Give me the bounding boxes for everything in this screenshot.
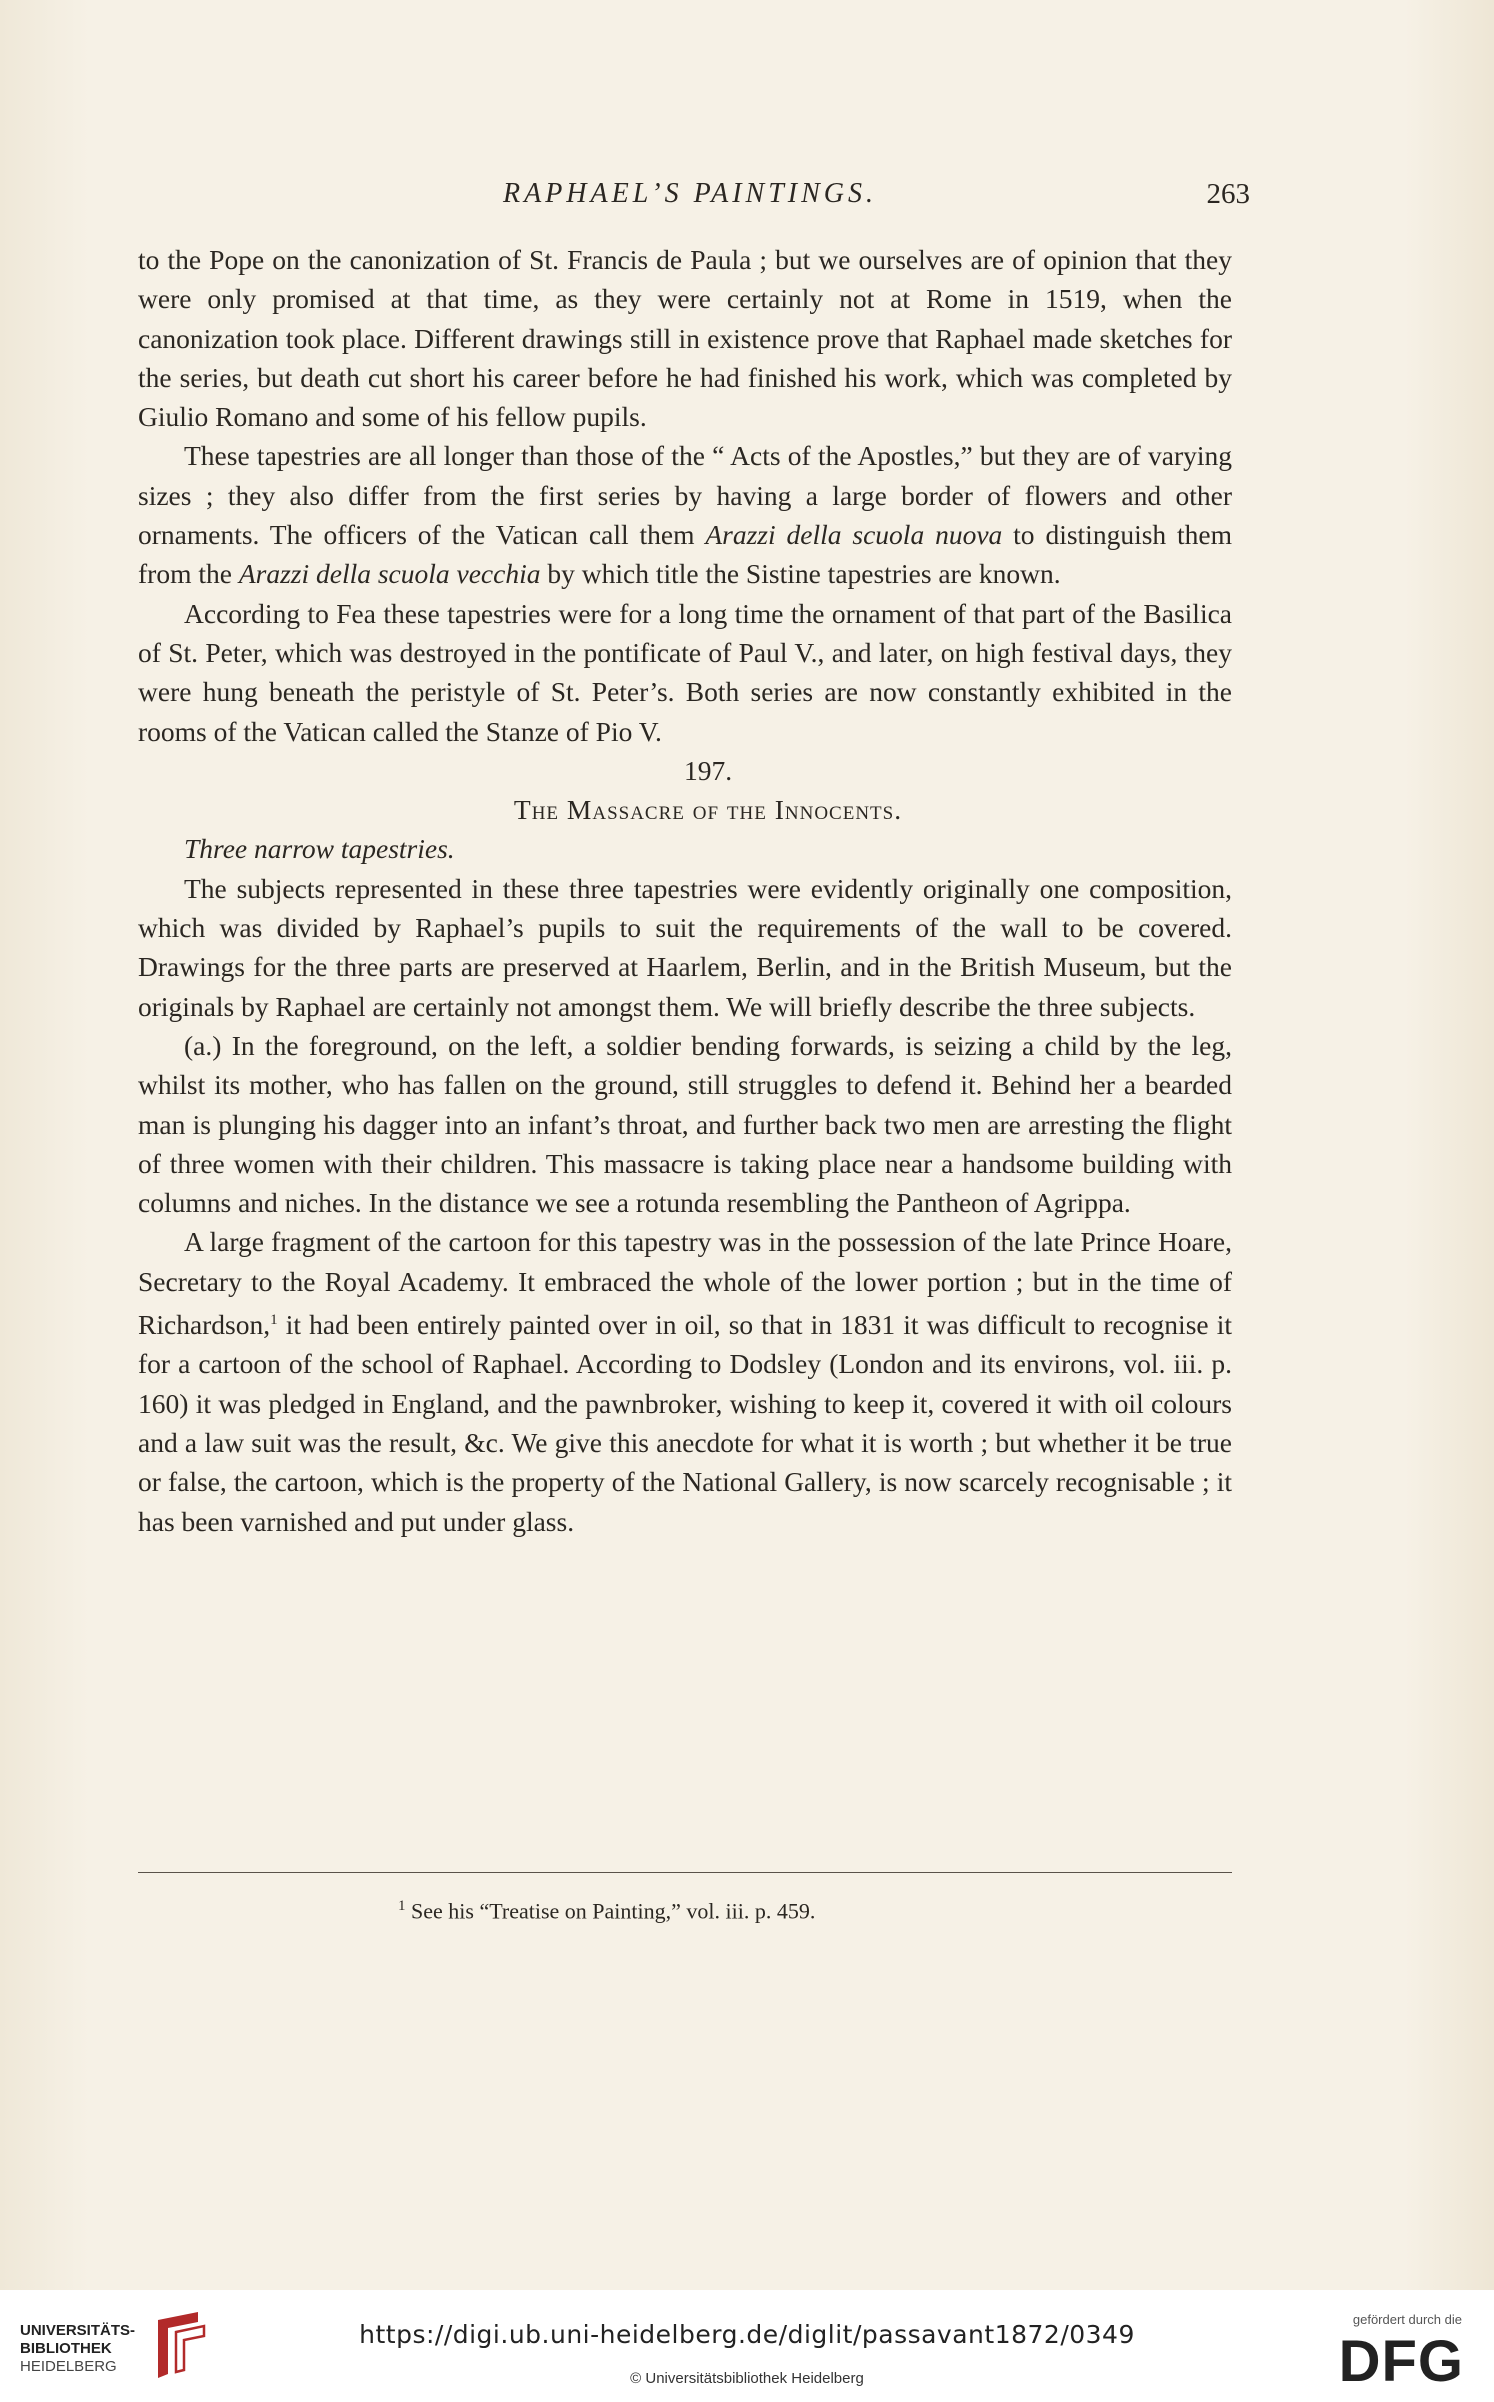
paragraph-text: to distinguish them from the xyxy=(138,519,1233,590)
italic-term-nuova: Arazzi della scuola nuova xyxy=(705,519,1003,551)
paragraph-fea: According to Fea these tapestries were for a long time the ornament of that part of the Basilica of St. Peter, which was destroyed in the pontificate of Paul V., and later, on high festival days, they were hung beneath the peristyle of St. Peter’s. Both series are now constantly exhibited in the rooms of the Vatican called the Stanze of Pio V. xyxy=(138,597,1232,747)
funded-by-label: gefördert durch die xyxy=(1352,2312,1462,2327)
paragraph-text: it had been entirely painted over in oil, so that in 1831 it was difficult to recognise it for a cartoon of the school of Raphael. According to Dodsley (London and its environs, vol. iii. p. 160) it was pledged in England, and the pawnbroker, wishing to keep it, covered it with oil colours and a law suit was the result, &c. We give this anecdote for what it is worth ; but whether it be true or false, the cartoon, which is the property of the National Gallery, is now scarcely recognisable ; it has been varnished and put under glass. xyxy=(138,1309,1232,1537)
library-name-line: BIBLIOTHEK xyxy=(20,2340,112,2357)
paragraph-text: In the foreground, on the left, a soldier bending forwards, is seizing a child by the leg, whilst its mother, who has fallen on the ground, still struggles to defend it. Behind her a bearded man is plunging his dagger into an infant’s throat, and further back two men are arresting the flight of three women with their children. This massacre is taking place near a handsome building with columns and niches. In the distance we see a rotunda resembling the Pantheon of Agrippa. xyxy=(138,1029,1233,1219)
library-name-line: UNIVERSITÄTS- xyxy=(20,2322,136,2339)
section-title: The Massacre of the Innocents. xyxy=(513,794,903,826)
paragraph-foreground xyxy=(138,1026,1232,1222)
footnote xyxy=(398,1898,815,1924)
copyright-notice: © Universitätsbibliothek Heidelberg xyxy=(630,2370,864,2387)
item-label: (a.) xyxy=(184,1029,222,1061)
footnote-text: See his “Treatise on Painting,” vol. iii. p. 459. xyxy=(411,1898,816,1924)
paragraph-continuation: to the Pope on the canonization of St. Francis de Paula ; but we ourselves are of opinion that they were only promised at that time, as they were certainly not at Rome in 1519, when the canonization took place. Different drawings still in existence prove that Raphael made sketches for the series, but death cut short his career before he had finished his work, which was completed by Giulio Romano and some of his fellow pupils. xyxy=(138,244,1232,433)
running-title: RAPHAEL’S PAINTINGS. xyxy=(503,178,877,209)
body-text xyxy=(138,240,1232,1541)
dfg-logo: DFG xyxy=(1338,2329,1464,2394)
footnote-mark: 1 xyxy=(398,1898,406,1914)
paragraph-cartoon xyxy=(138,1222,1232,1541)
running-head xyxy=(130,178,1250,228)
paragraph-text: These tapestries are all longer than those of the “ Acts of the Apostles,” but they are of varying sizes ; they also differ from the first series by having a large border of flowers and other ornaments. The officers of the Vatican call them xyxy=(138,440,1232,551)
paragraph-tapestries-border xyxy=(138,436,1232,593)
digitization-footer xyxy=(0,2290,1494,2402)
section-subtitle: Three narrow tapestries. xyxy=(184,833,455,865)
paragraph-text: A large fragment of the cartoon for this tapestry was in the possession of the late Prince Hoare, Secretary to the Royal Academy. It embraced the whole of the lower portion ; but in the time of Richardson, xyxy=(138,1226,1232,1341)
italic-term-vecchia: Arazzi della scuola vecchia xyxy=(238,558,541,590)
page-number: 263 xyxy=(1206,178,1250,210)
permalink-url[interactable]: https://digi.ub.uni-heidelberg.de/diglit/passavant1872/0349 xyxy=(359,2320,1135,2349)
library-name-line: HEIDELBERG xyxy=(20,2358,117,2375)
section-number: 197. xyxy=(683,754,733,786)
footnote-divider xyxy=(138,1872,1232,1873)
footnote-reference[interactable]: 1 xyxy=(270,1312,278,1329)
paragraph-subjects: The subjects represented in these three tapestries were evidently originally one composition, which was divided by Raphael’s pupils to suit the requirements of the wall to be covered. Drawings for the three parts are preserved at Haarlem, Berlin, and in the British Museum, but the originals by Raphael are certainly not amongst them. We will briefly describe the three subjects. xyxy=(138,872,1232,1022)
paragraph-text: by which title the Sistine tapestries are known. xyxy=(547,558,1061,590)
